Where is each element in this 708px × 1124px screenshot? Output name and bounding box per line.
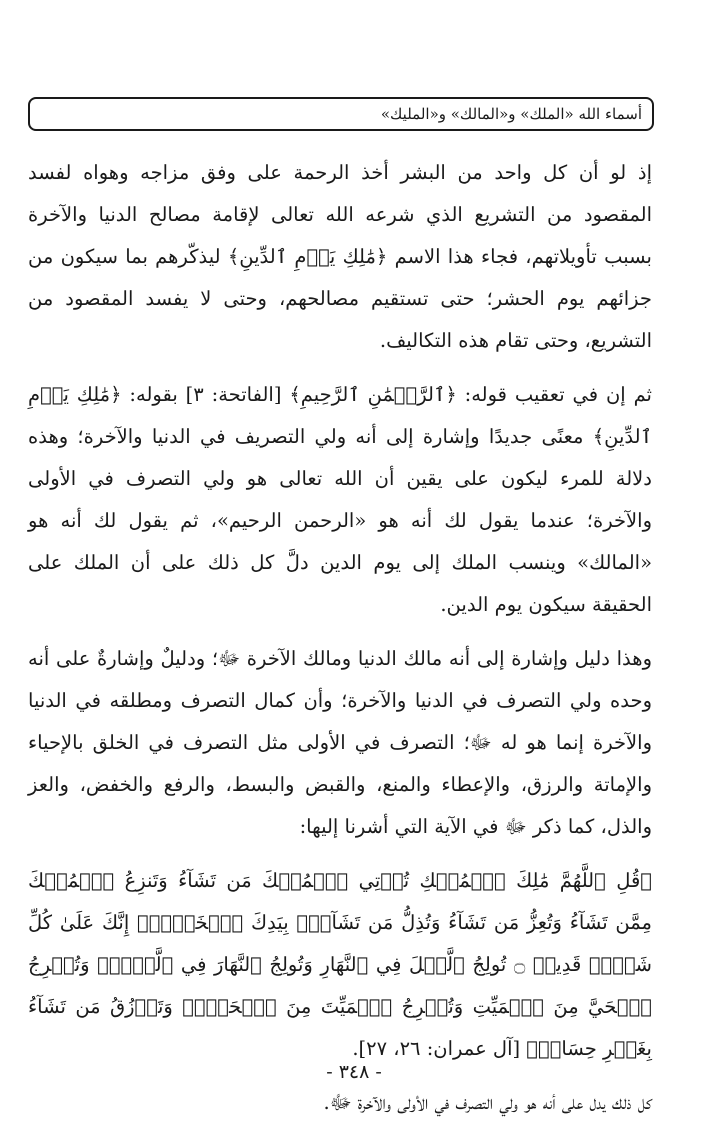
running-header bbox=[28, 97, 654, 131]
paragraph-2: ثم إن في تعقيب قوله: ﴿ٱلرَّحۡمَٰنِ ٱلرَّحِيمِ﴾ [الفاتحة: ٣] بقوله: ﴿مَٰلِكِ يَوۡمِ ٱلدِّينِ﴾ معنًى جديدًا وإشارة إلى أنه ولي التصريف في الدنيا والآخرة؛ وهذه دلالة للمرء ليكون على يقين أن الله تعالى هو ولي التصرف في الأولى والآخرة؛ عندما يقول لك أنه هو «الرحمن الرحيم»، ثم يقول لك أنه هو «المالك» وينسب الملك إلى يوم الدين دلَّ كل ذلك على أن الملك على الحقيقة سيكون يوم الدين. bbox=[28, 383, 652, 616]
page-number: - ٣٤٨ - bbox=[326, 1061, 382, 1083]
paragraph-1: إذ لو أن كل واحد من البشر أخذ الرحمة على وفق مزاجه وهواه لفسد المقصود من التشريع الذي شرعه الله تعالى لإقامة مصالح الدنيا والآخرة بسبب تأويلاتهم، فجاء هذا الاسم ﴿مَٰلِكِ يَوۡمِ ٱلدِّينِ﴾ ليذكّرهم بما سيكون من جزائهم يوم الحشر؛ حتى تستقيم مصالحهم، وحتى لا يفسد المقصود من التشريع، وحتى تقام هذه التكاليف. bbox=[28, 161, 652, 352]
page-body bbox=[28, 152, 652, 1124]
paragraph-5: كل ذلك يدل على أنه هو ولي التصرف في الأولى والآخرة ﷻ. bbox=[323, 1091, 652, 1114]
quran-verse: ﴿قُلِ ٱللَّهُمَّ مَٰلِكَ ٱلۡمُلۡكِ تُؤۡتِي ٱلۡمُلۡكَ مَن تَشَآءُ وَتَنزِعُ ٱلۡمُلۡكَ مِمَّن تَشَآءُ وَتُعِزُّ مَن تَشَآءُ وَتُذِلُّ مَن تَشَآءُۖ بِيَدِكَ ٱلۡخَيۡرُۖ إِنَّكَ عَلَىٰ كُلِّ شَيۡءٖ قَدِيرٞ ۝ تُولِجُ ٱلَّيۡلَ فِي ٱلنَّهَارِ وَتُولِجُ ٱلنَّهَارَ فِي ٱلَّيۡلِۖ وَتُخۡرِجُ ٱلۡحَيَّ مِنَ ٱلۡمَيِّتِ وَتُخۡرِجُ ٱلۡمَيِّتَ مِنَ ٱلۡحَيِّۖ وَتَرۡزُقُ مَن تَشَآءُ بِغَيۡرِ حِسَابٖ﴾ [آل عمران: ٢٦، ٢٧]. bbox=[28, 869, 652, 1060]
paragraph-3: وهذا دليل وإشارة إلى أنه مالك الدنيا ومالك الآخرة ﷻ؛ ودليلٌ وإشارةٌ على أنه وحده ولي التصرف في الدنيا والآخرة؛ وأن كمال التصرف ومطلقه في الدنيا والآخرة إنما هو له ﷻ؛ التصرف في الأولى مثل التصرف في الخلق بالإحياء والإماتة والرزق، والإعطاء والمنع، والقبض والبسط، والرفع والخفض، والعز والذل، كما ذكر ﷻ في الآية التي أشرنا إليها: bbox=[28, 647, 652, 838]
running-header-title: أسماء الله «الملك» و«المالك» و«المليك» bbox=[380, 105, 642, 123]
